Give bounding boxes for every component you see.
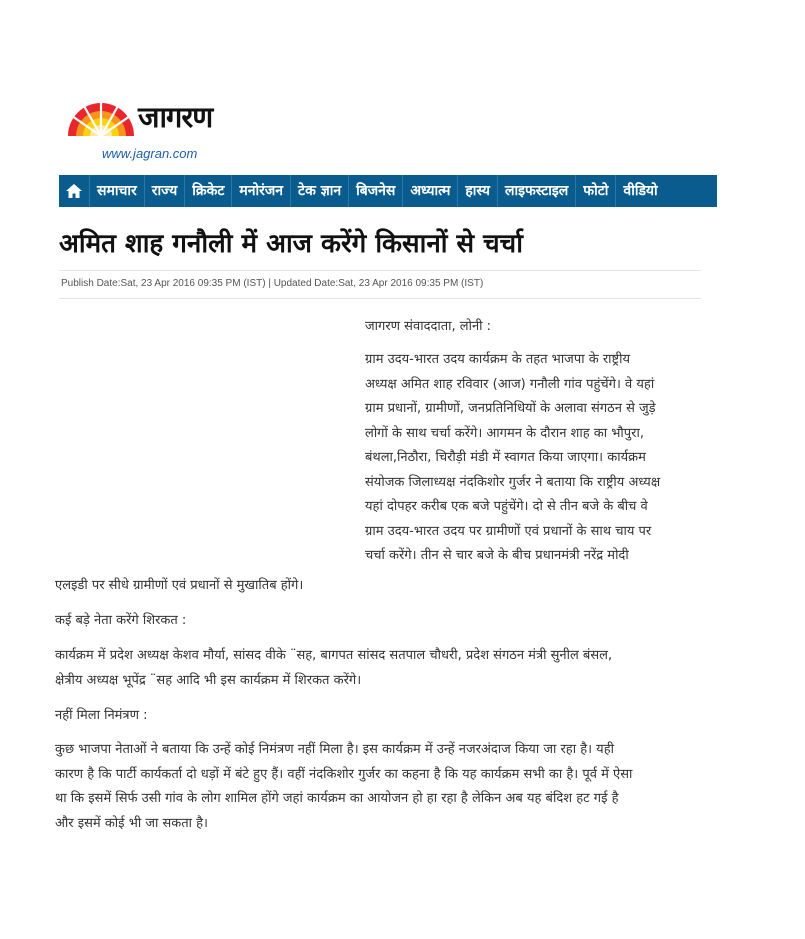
paragraph-line: चर्चा करेंगे। तीन से चार बजे के बीच प्रधानमंत्री नरेंद्र मोदी	[365, 548, 629, 563]
nav-item-lifestyle[interactable]: लाइफस्टाइल	[497, 175, 575, 207]
nav-item-tech-gyan[interactable]: टेक ज्ञान	[290, 175, 348, 207]
site-logo[interactable]	[66, 98, 266, 168]
nav-item-rajya[interactable]: राज्य	[144, 175, 184, 207]
paragraph-1	[365, 348, 710, 569]
paragraph-1-tail: एलइडी पर सीधे ग्रामीणों एवं प्रधानों से मुखातिब होंगे।	[55, 578, 304, 593]
subheading-leaders: कई बड़े नेता करेंगे शिरकत :	[55, 613, 187, 628]
nav-item-samachar[interactable]: समाचार	[89, 175, 144, 207]
paragraph-2	[55, 644, 715, 693]
nav-item-photo[interactable]: फोटो	[575, 175, 615, 207]
paragraph-line: था कि इसमें सिर्फ उसी गांव के लोग शामिल होंगे जहां कार्यक्रम का आयोजन हो हा रहा है लेकिन अब यह बंदिश हट गई है	[55, 791, 619, 806]
nav-item-hasya[interactable]: हास्य	[457, 175, 497, 207]
paragraph-line: क्षेत्रीय अध्यक्ष भूपेंद्र ¨सह आदि भी इस कार्यक्रम में शिरकत करेंगे।	[55, 672, 362, 688]
nav-item-business[interactable]: बिजनेस	[348, 175, 402, 207]
logo-wordmark: जागरण	[138, 100, 213, 134]
paragraph-line: ग्राम उदय-भारत उदय कार्यक्रम के तहत भाजपा के राष्ट्रीय	[365, 352, 631, 367]
paragraph-line: कार्यक्रम में प्रदेश अध्यक्ष केशव मौर्या, सांसद वीके ¨सह, बागपत सांसद सतपाल चौधरी, प्रदेश संगठन मंत्री सुनील बंसल,	[55, 648, 613, 663]
paragraph-3	[55, 738, 715, 836]
home-icon	[65, 183, 83, 199]
nav-item-manoranjan[interactable]: मनोरंजन	[231, 175, 290, 207]
paragraph-line: बंथला,निठौरा, चिरौड़ी मंडी में स्वागत किया जाएगा। कार्यक्रम	[365, 450, 646, 465]
paragraph-line: ग्राम प्रधानों, ग्रामीणों, जनप्रतिनिधियों के अलावा संगठन से जुड़े	[365, 401, 656, 416]
nav-item-adhyatm[interactable]: अध्यात्म	[402, 175, 457, 207]
divider	[59, 270, 701, 271]
paragraph-line: यहां दोपहर करीब एक बजे पहुंचेंगे। दो से तीन बजे के बीच वे	[365, 499, 648, 514]
sun-logo-icon	[66, 98, 136, 138]
paragraph-line: संयोजक जिलाध्यक्ष नंदकिशोर गुर्जर ने बताया कि राष्ट्रीय अध्यक्ष	[365, 474, 661, 490]
nav-home[interactable]	[59, 175, 89, 207]
paragraph-line: अध्यक्ष अमित शाह रविवार (आज) गनौली गांव पहुंचेंगे। वे यहां	[365, 376, 655, 392]
paragraph-line: और इसमें कोई भी जा सकता है।	[55, 815, 208, 831]
divider	[59, 298, 701, 299]
paragraph-line: कारण है कि पार्टी कार्यकर्ता दो धड़ों में बंटे हुए हैं। वहीं नंदकिशोर गुर्जर का कहना है कि यह कार्यक्रम सभी का है। पूर्व में ऐसा	[55, 766, 633, 782]
site-url[interactable]: www.jagran.com	[102, 146, 198, 161]
publish-meta: Publish Date:Sat, 23 Apr 2016 09:35 PM (IST) | Updated Date:Sat, 23 Apr 2016 09:35 PM (IST)	[61, 278, 484, 289]
main-nav	[59, 175, 717, 207]
paragraph-line: लोगों के साथ चर्चा करेंगे। आगमन के दौरान शाह का भौपुरा,	[365, 425, 644, 441]
nav-item-cricket[interactable]: क्रिकेट	[184, 175, 231, 207]
paragraph-line: ग्राम उदय-भारत उदय पर ग्रामीणों एवं प्रधानों के साथ चाय पर	[365, 523, 652, 539]
paragraph-line: कुछ भाजपा नेताओं ने बताया कि उन्हें कोई निमंत्रण नहीं मिला है। इस कार्यक्रम में उन्हें नजरअंदाज किया जा रहा है। यही	[55, 742, 614, 757]
subheading-invitation: नहीं मिला निमंत्रण :	[55, 708, 148, 723]
article-title: अमित शाह गनौली में आज करेंगे किसानों से चर्चा	[59, 229, 523, 259]
byline: जागरण संवाददाता, लोनी :	[365, 319, 492, 334]
nav-item-video[interactable]: वीडियो	[615, 175, 664, 207]
